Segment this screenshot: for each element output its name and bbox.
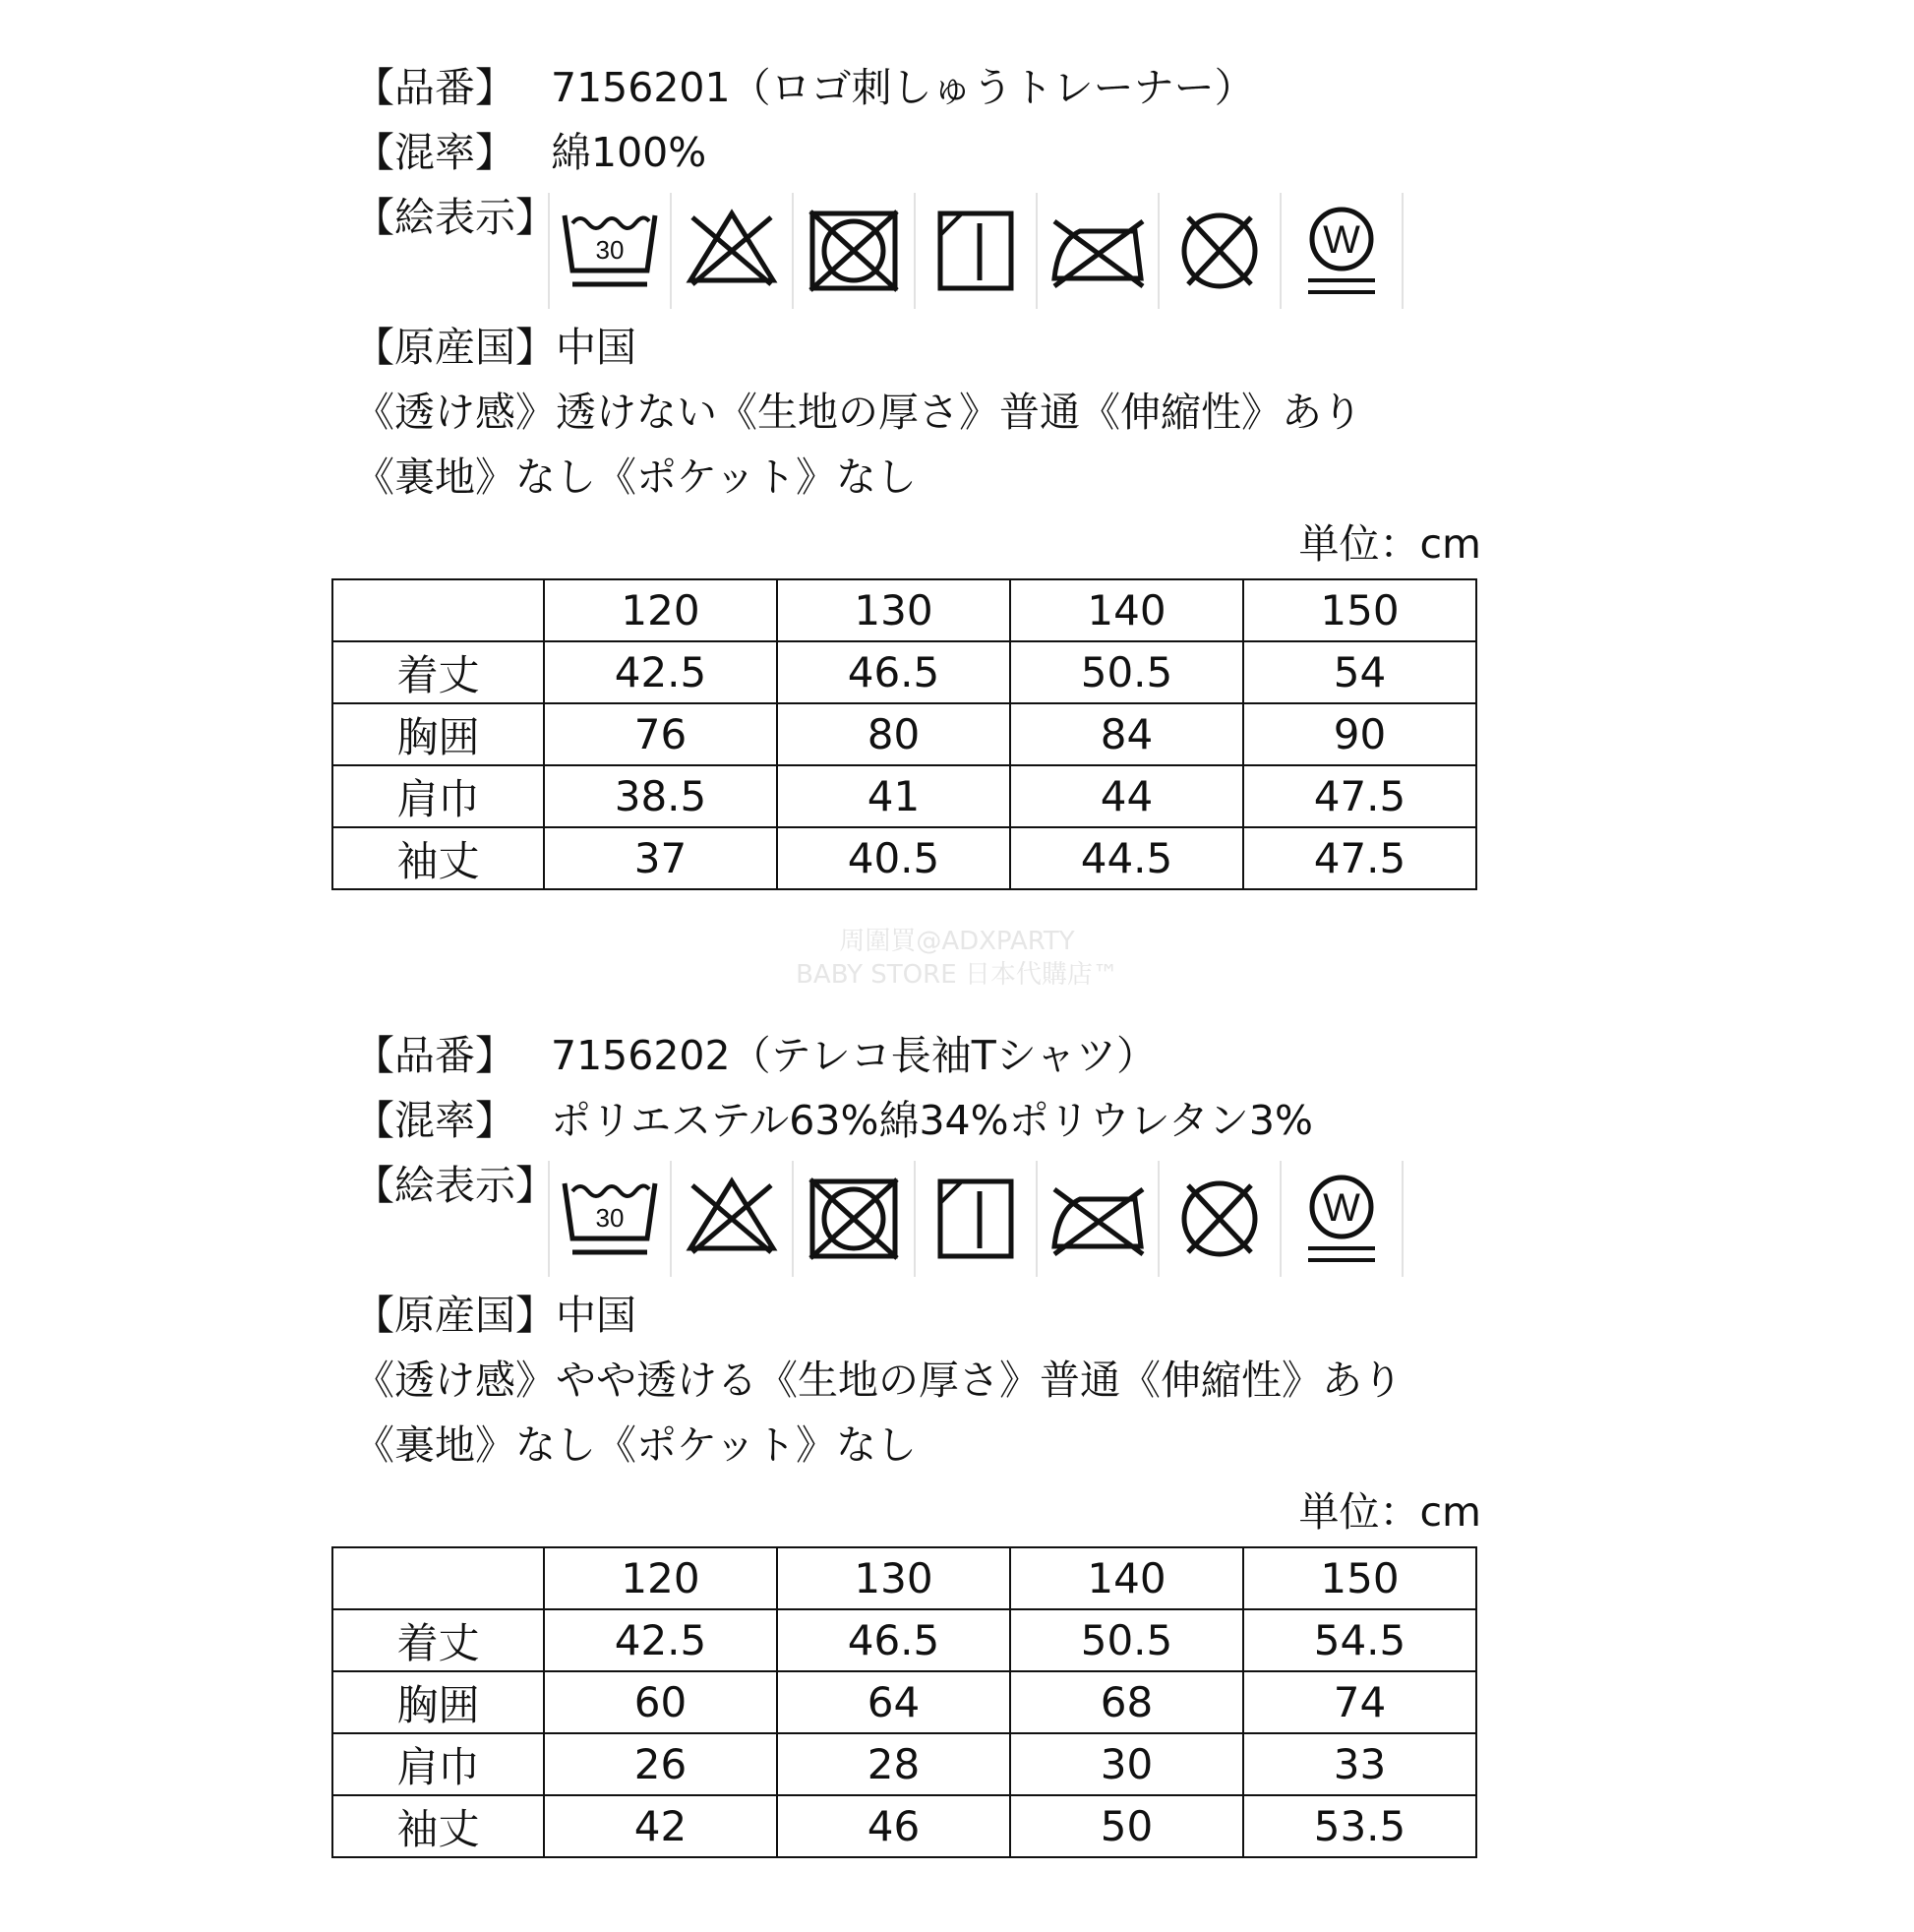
table-corner-cell bbox=[332, 579, 544, 641]
care-icon-cell bbox=[548, 1161, 670, 1277]
table-cell: 54.5 bbox=[1243, 1609, 1476, 1671]
product-id-row bbox=[354, 1031, 1157, 1080]
table-row bbox=[332, 1671, 1476, 1733]
table-cell: 44 bbox=[1010, 765, 1243, 827]
table-cell: 30 bbox=[1010, 1733, 1243, 1795]
care-icons bbox=[548, 193, 1404, 309]
size-header: 130 bbox=[777, 579, 1010, 641]
care-label: 【絵表示】 bbox=[354, 1162, 556, 1209]
product-section-1 bbox=[0, 0, 1914, 964]
no-tumble-dry-icon bbox=[801, 202, 907, 300]
size-header: 120 bbox=[544, 1547, 777, 1609]
table-cell: 68 bbox=[1010, 1671, 1243, 1733]
product-section-2 bbox=[0, 968, 1914, 1932]
row-label: 着丈 bbox=[332, 641, 544, 703]
table-cell: 46.5 bbox=[777, 641, 1010, 703]
size-header: 130 bbox=[777, 1547, 1010, 1609]
table-cell: 84 bbox=[1010, 703, 1243, 765]
product-id-value: 7156202（テレコ長袖Tシャツ） bbox=[551, 1032, 1158, 1079]
no-iron-icon bbox=[1045, 202, 1151, 300]
table-cell: 64 bbox=[777, 1671, 1010, 1733]
origin-row bbox=[354, 1291, 636, 1340]
row-label: 袖丈 bbox=[332, 1795, 544, 1857]
fabric-props-line-2: 《裏地》なし《ポケット》なし bbox=[354, 1421, 917, 1469]
size-header: 150 bbox=[1243, 579, 1476, 641]
table-cell: 42 bbox=[544, 1795, 777, 1857]
no-dry-clean-icon bbox=[1166, 202, 1273, 300]
table-cell: 37 bbox=[544, 827, 777, 889]
row-label: 肩巾 bbox=[332, 1733, 544, 1795]
size-header: 150 bbox=[1243, 1547, 1476, 1609]
no-bleach-icon bbox=[679, 202, 785, 300]
table-cell: 42.5 bbox=[544, 1609, 777, 1671]
material-value: ポリエステル63%綿34%ポリウレタン3% bbox=[551, 1097, 1313, 1144]
table-cell: 80 bbox=[777, 703, 1010, 765]
table-cell: 74 bbox=[1243, 1671, 1476, 1733]
no-bleach-icon bbox=[679, 1170, 785, 1268]
origin-label: 【原産国】 bbox=[354, 1292, 556, 1339]
row-label: 胸囲 bbox=[332, 1671, 544, 1733]
material-value: 綿100% bbox=[551, 129, 707, 176]
table-cell: 54 bbox=[1243, 641, 1476, 703]
row-label: 胸囲 bbox=[332, 703, 544, 765]
care-icon-cell bbox=[670, 193, 792, 309]
care-icons bbox=[548, 1161, 1404, 1277]
table-cell: 33 bbox=[1243, 1733, 1476, 1795]
table-cell: 50.5 bbox=[1010, 641, 1243, 703]
drip-dry-shade-icon bbox=[923, 1170, 1029, 1268]
wash-30-icon bbox=[557, 1170, 663, 1268]
table-cell: 60 bbox=[544, 1671, 777, 1733]
care-label: 【絵表示】 bbox=[354, 194, 556, 241]
table-cell: 47.5 bbox=[1243, 765, 1476, 827]
no-iron-icon bbox=[1045, 1170, 1151, 1268]
size-header: 140 bbox=[1010, 579, 1243, 641]
product-id-label: 【品番】 bbox=[354, 1032, 515, 1079]
origin-value: 中国 bbox=[556, 324, 636, 371]
unit-label: 単位：cm bbox=[1298, 520, 1481, 568]
table-cell: 44.5 bbox=[1010, 827, 1243, 889]
care-label-row bbox=[354, 1161, 556, 1210]
unit-label: 単位：cm bbox=[1298, 1488, 1481, 1536]
care-icon-cell bbox=[548, 193, 670, 309]
product-id-value: 7156201（ロゴ刺しゅうトレーナー） bbox=[551, 64, 1255, 111]
fabric-props-line-1: 《透け感》やや透ける《生地の厚さ》普通《伸縮性》あり bbox=[354, 1357, 1403, 1404]
care-icon-cell bbox=[1036, 193, 1158, 309]
size-table bbox=[331, 1546, 1477, 1858]
care-icon-cell bbox=[1158, 1161, 1280, 1277]
care-icon-cell bbox=[792, 193, 914, 309]
care-icon-cell bbox=[670, 1161, 792, 1277]
wash-temp-label: 30 bbox=[595, 235, 625, 265]
no-tumble-dry-icon bbox=[801, 1170, 907, 1268]
material-label: 【混率】 bbox=[354, 1097, 515, 1144]
wet-clean-mild-icon bbox=[1288, 1170, 1395, 1268]
origin-label: 【原産国】 bbox=[354, 324, 556, 371]
size-header: 120 bbox=[544, 579, 777, 641]
material-row bbox=[354, 128, 706, 177]
row-label: 袖丈 bbox=[332, 827, 544, 889]
origin-value: 中国 bbox=[556, 1292, 636, 1339]
no-dry-clean-icon bbox=[1166, 1170, 1273, 1268]
wet-clean-mild-icon bbox=[1288, 202, 1395, 300]
origin-row bbox=[354, 323, 636, 372]
material-row bbox=[354, 1096, 1313, 1145]
table-row bbox=[332, 1609, 1476, 1671]
fabric-props-line-1: 《透け感》透けない《生地の厚さ》普通《伸縮性》あり bbox=[354, 389, 1362, 436]
row-label: 肩巾 bbox=[332, 765, 544, 827]
product-id-label: 【品番】 bbox=[354, 64, 515, 111]
wet-clean-letter: W bbox=[1323, 1186, 1360, 1230]
table-row bbox=[332, 765, 1476, 827]
care-icon-cell bbox=[1036, 1161, 1158, 1277]
table-cell: 76 bbox=[544, 703, 777, 765]
table-header-row bbox=[332, 579, 1476, 641]
table-row bbox=[332, 1733, 1476, 1795]
table-row bbox=[332, 703, 1476, 765]
wet-clean-letter: W bbox=[1323, 218, 1360, 262]
care-icon-cell bbox=[914, 193, 1036, 309]
table-cell: 46 bbox=[777, 1795, 1010, 1857]
table-cell: 50 bbox=[1010, 1795, 1243, 1857]
care-icon-cell bbox=[1280, 193, 1404, 309]
table-cell: 40.5 bbox=[777, 827, 1010, 889]
size-table bbox=[331, 578, 1477, 890]
table-cell: 42.5 bbox=[544, 641, 777, 703]
table-row bbox=[332, 641, 1476, 703]
row-label: 着丈 bbox=[332, 1609, 544, 1671]
care-icon-cell bbox=[1158, 193, 1280, 309]
care-icon-cell bbox=[1280, 1161, 1404, 1277]
watermark-line-1: 周圍買@ADXPARTY bbox=[839, 927, 1075, 956]
table-row bbox=[332, 827, 1476, 889]
table-cell: 28 bbox=[777, 1733, 1010, 1795]
table-cell: 41 bbox=[777, 765, 1010, 827]
table-row bbox=[332, 1795, 1476, 1857]
table-header-row bbox=[332, 1547, 1476, 1609]
care-label-row bbox=[354, 193, 556, 242]
table-corner-cell bbox=[332, 1547, 544, 1609]
watermark-line-2: BABY STORE 日本代購店™ bbox=[796, 960, 1118, 990]
table-cell: 46.5 bbox=[777, 1609, 1010, 1671]
table-cell: 53.5 bbox=[1243, 1795, 1476, 1857]
table-cell: 90 bbox=[1243, 703, 1476, 765]
table-cell: 47.5 bbox=[1243, 827, 1476, 889]
size-header: 140 bbox=[1010, 1547, 1243, 1609]
drip-dry-shade-icon bbox=[923, 202, 1029, 300]
wash-temp-label: 30 bbox=[595, 1203, 625, 1233]
table-cell: 26 bbox=[544, 1733, 777, 1795]
product-id-row bbox=[354, 63, 1255, 112]
care-icon-cell bbox=[914, 1161, 1036, 1277]
care-icon-cell bbox=[792, 1161, 914, 1277]
table-cell: 50.5 bbox=[1010, 1609, 1243, 1671]
wash-30-icon bbox=[557, 202, 663, 300]
material-label: 【混率】 bbox=[354, 129, 515, 176]
table-cell: 38.5 bbox=[544, 765, 777, 827]
fabric-props-line-2: 《裏地》なし《ポケット》なし bbox=[354, 453, 917, 501]
